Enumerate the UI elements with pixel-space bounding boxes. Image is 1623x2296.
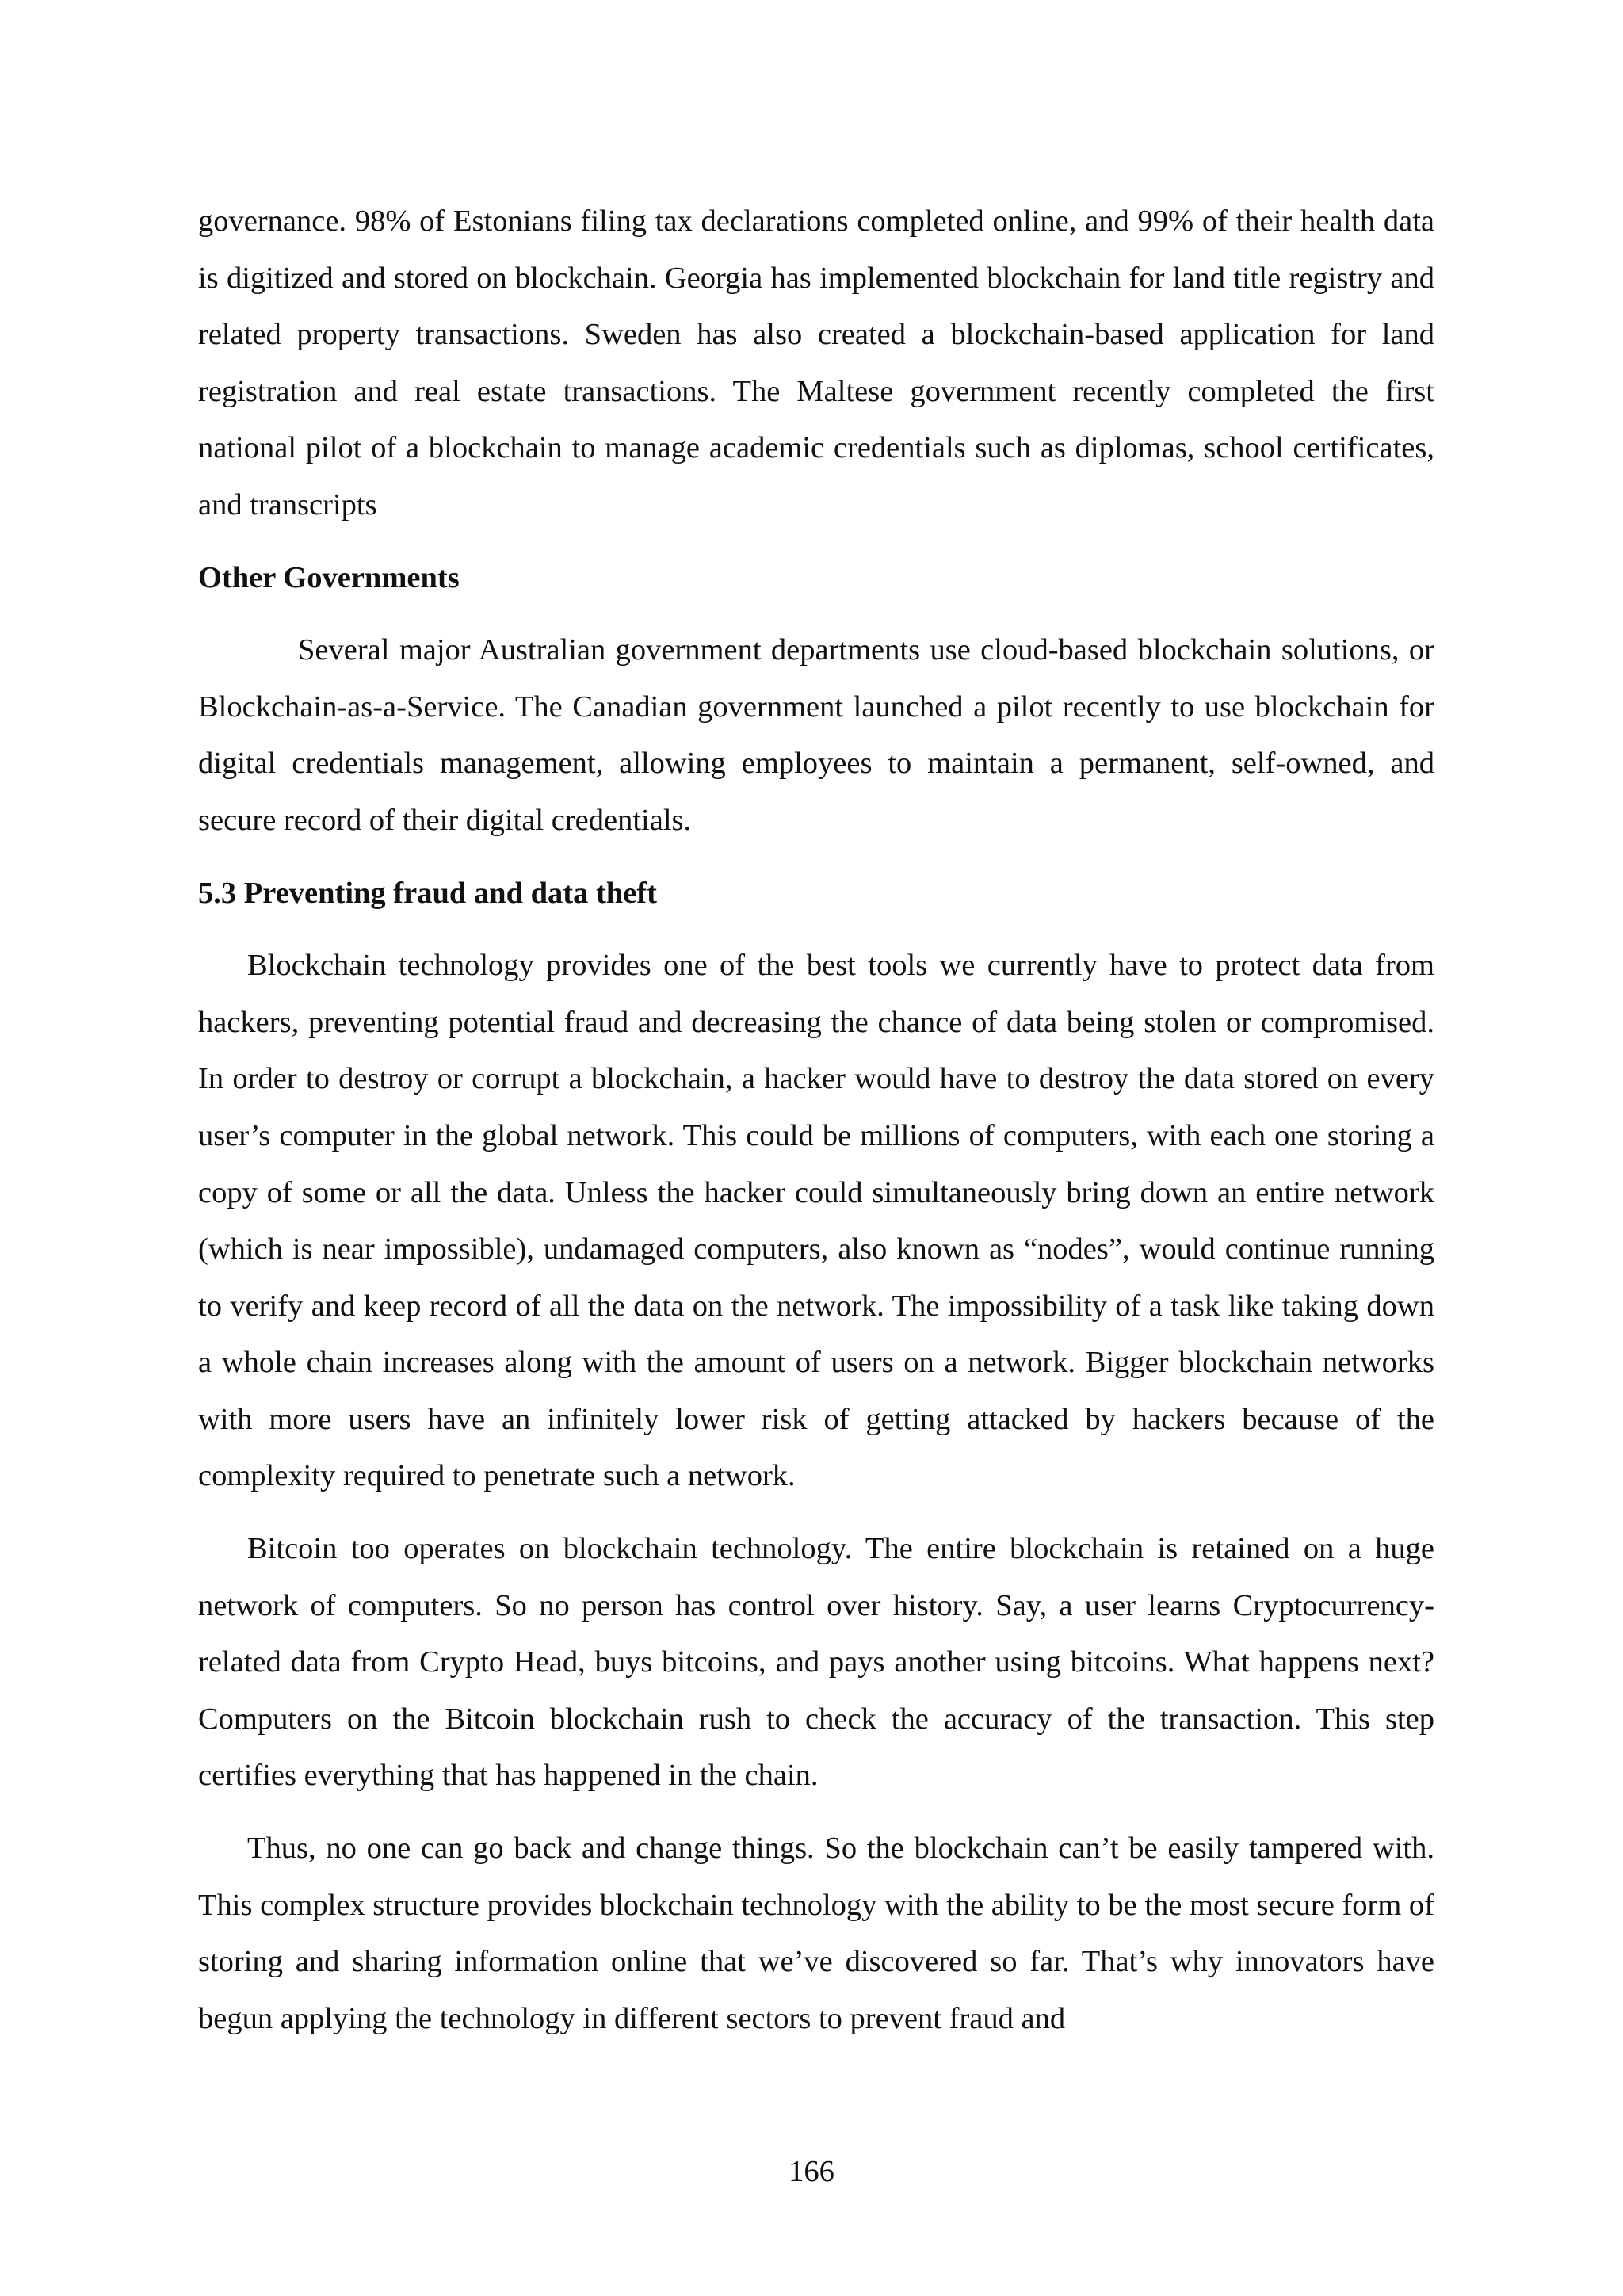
heading-other-governments: Other Governments xyxy=(198,560,460,594)
paragraph-bitcoin: Bitcoin too operates on blockchain technology. The entire blockchain is retained on a huge network of computers. So no person has control over history. Say, a user learns Cryptocurrency-related data from Crypto Head, buys bitcoins, and pays another using bitcoins. What happens next? Computers on the Bitcoin blockchain rush to check the accuracy of the transaction. This step certifies everything that has happened in the chain. xyxy=(198,1532,1434,1793)
page-number: 166 xyxy=(789,2155,834,2188)
paragraph-other-governments: Several major Australian government departments use cloud-based blockchain solutions, or Blockchain-as-a-Service. The Canadian government launched a pilot recently to use blockchain for digital credentials management, allowing employees to maintain a permanent, self-owned, and secure record of their digital credentials. xyxy=(198,633,1434,837)
page-body xyxy=(198,193,1434,2063)
paragraph-governance: governance. 98% of Estonians filing tax declarations completed online, and 99% of their health data is digitized and stored on blockchain. Georgia has implemented blockchain for land title registry and related property transactions. Sweden has also created a blockchain-based application for land registration and real estate transactions. The Maltese government recently completed the first national pilot of a blockchain to manage academic credentials such as diplomas, school certificates, and transcripts xyxy=(198,204,1434,521)
paragraph-thus: Thus, no one can go back and change things. So the blockchain can’t be easily tampered with. This complex structure provides blockchain technology with the ability to be the most secure form of storing and sharing information online that we’ve discovered so far. That’s why innovators have begun applying the technology in different sectors to prevent fraud and xyxy=(198,1832,1434,2035)
section-heading-5-3: 5.3 Preventing fraud and data theft xyxy=(198,876,657,910)
paragraph-blockchain-protection: Blockchain technology provides one of the best tools we currently have to protect data from hackers, preventing potential fraud and decreasing the chance of data being stolen or compromised. In order to destroy or corrupt a blockchain, a hacker would have to destroy the data stored on every user’s computer in the global network. This could be millions of computers, with each one storing a copy of some or all the data. Unless the hacker could simultaneously bring down an entire network (which is near impossible), undamaged computers, also known as “nodes”, would continue running to verify and keep record of all the data on the network. The impossibility of a task like taking down a whole chain increases along with the amount of users on a network. Bigger blockchain networks with more users have an infinitely lower risk of getting attacked by hackers because of the complexity required to penetrate such a network. xyxy=(198,949,1434,1493)
